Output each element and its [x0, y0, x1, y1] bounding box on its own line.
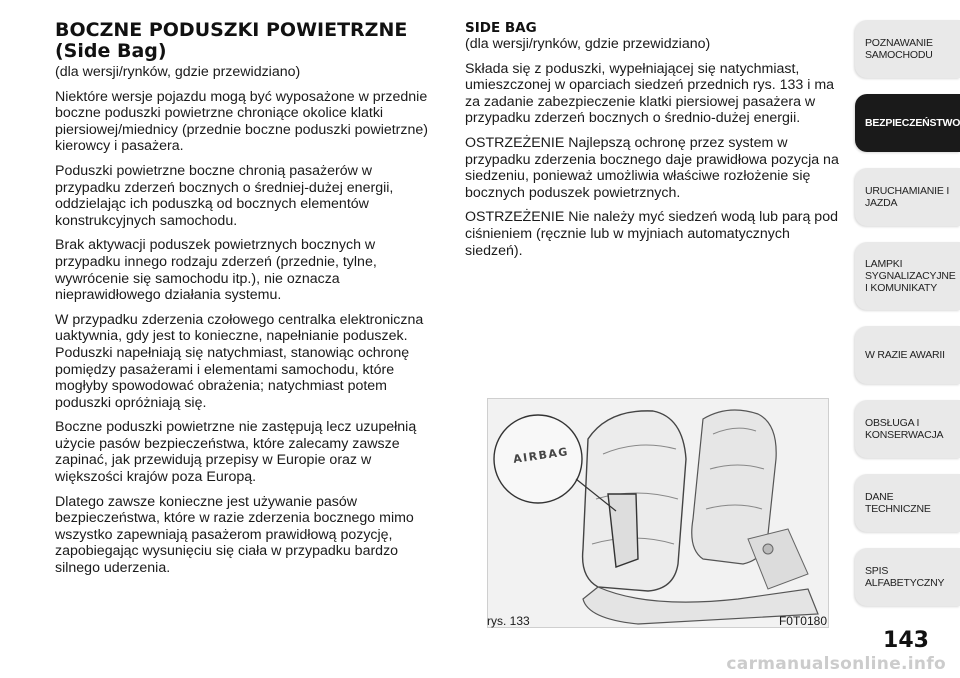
- tab-bezpieczenstwo[interactable]: [855, 94, 960, 152]
- tab-label: POZNAWANIE SAMOCHODU: [865, 37, 933, 61]
- left-column: [55, 20, 440, 585]
- paragraph: Poduszki powietrzne boczne chronią pasażerów w przypadku zderzeń bocznych o średniej-dużej energii, oddzielając ich poduszką od bocznych elementów konstrukcyjnych samochodu.: [55, 162, 394, 229]
- tab-poznawanie-samochodu[interactable]: [855, 20, 960, 78]
- tab-lampki-sygnalizacyjne[interactable]: [855, 242, 960, 310]
- paragraph: Niektóre wersje pojazdu mogą być wyposażone w przednie boczne poduszki powietrzne chroniące okolice klatki piersiowej/miednicy (przednie boczne poduszki powietrzne) kierowcy i pasażera.: [55, 88, 428, 155]
- tab-label: SPIS ALFABETYCZNY: [865, 565, 945, 589]
- paragraph: Składa się z poduszki, wypełniającej się natychmiast, umieszczonej w oparciach siedzeń przednich rys. 133 i ma za zadanie zabezpieczenie klatki piersiowej pasażera w przypadku zderzeń bocznych o średnio-dużej energii.: [465, 60, 835, 127]
- tab-label: OBSŁUGA I KONSERWACJA: [865, 417, 944, 441]
- tab-w-razie-awarii[interactable]: [855, 326, 960, 384]
- chapter-tabs: [855, 20, 960, 610]
- section-title-secondary: (Side Bag): [55, 40, 167, 62]
- paragraph: Boczne poduszki powietrzne nie zastępują lecz uzupełnią użycie pasów bezpieczeństwa, które zalecamy zawsze zapinać, jak przewidują przepisy w Europie oraz w większości krajów poza Europą.: [55, 419, 417, 486]
- subsection-subtitle: (dla wersji/rynków, gdzie przewidziano): [465, 36, 711, 52]
- seat-drawing: [488, 399, 828, 627]
- seat-illustration: [487, 398, 829, 628]
- tab-dane-techniczne[interactable]: [855, 474, 960, 532]
- tab-label: BEZPIECZEŃSTWO: [865, 117, 960, 129]
- tab-spis-alfabetyczny[interactable]: [855, 548, 960, 606]
- tab-label: W RAZIE AWARII: [865, 349, 945, 361]
- tab-label: LAMPKI SYGNALIZACYJNE I KOMUNIKATY: [865, 258, 956, 294]
- section-title: BOCZNE PODUSZKI POWIETRZNE: [55, 19, 408, 41]
- warning-note: OSTRZEŻENIE Nie należy myć siedzeń wodą lub parą pod ciśnieniem (ręcznie lub w myjniach automatycznych siedzeń).: [465, 209, 838, 259]
- section-subtitle: (dla wersji/rynków, gdzie przewidziano): [55, 64, 301, 80]
- warning-note: OSTRZEŻENIE Najlepszą ochronę przez system w przypadku zderzenia bocznego daje prawidłowa pozycja na siedzeniu, ponieważ umożliwia właściwe rozłożenie się bocznych poduszek powietrznych.: [465, 134, 839, 201]
- tab-label: URUCHAMIANIE I JAZDA: [865, 185, 950, 209]
- paragraph: Brak aktywacji poduszek powietrznych bocznych w przypadku innego rodzaju zderzeń (przednie, tylne, wywrócenie się samochodu itp.), nie oznacza nieprawidłowego działania systemu.: [55, 237, 377, 304]
- tab-uruchamianie-i-jazda[interactable]: [855, 168, 960, 226]
- page-number: 143: [883, 628, 929, 653]
- watermark: carmanualsonline.info: [726, 654, 946, 674]
- paragraph: W przypadku zderzenia czołowego centralka elektroniczna uaktywnia, gdy jest to konieczne, napełnianie poduszek. Poduszki napełniają się natychmiast, stanowiąc ochronę pomiędzy pasażerami i elementami samochodu, które mogłyby spowodować obrażenia; natychmiast potem poduszki opróżniają się.: [55, 311, 424, 411]
- figure-code: F0T0180: [778, 614, 827, 628]
- tab-label: DANE TECHNICZNE: [865, 491, 931, 515]
- airbag-label: AIRBAG: [512, 445, 570, 466]
- figure-number: rys. 133: [487, 614, 530, 628]
- tab-obsluga-i-konserwacja[interactable]: [855, 400, 960, 458]
- subsection-title: SIDE BAG: [465, 20, 537, 36]
- right-column: [465, 20, 845, 267]
- paragraph: Dlatego zawsze konieczne jest używanie pasów bezpieczeństwa, które w razie zderzenia bocznego mimo wszystko zapewniają pasażerom prawidłową pozycję, zapobiegając wysunięciu się ciała w przypadku bardzo silnego uderzenia.: [55, 493, 414, 577]
